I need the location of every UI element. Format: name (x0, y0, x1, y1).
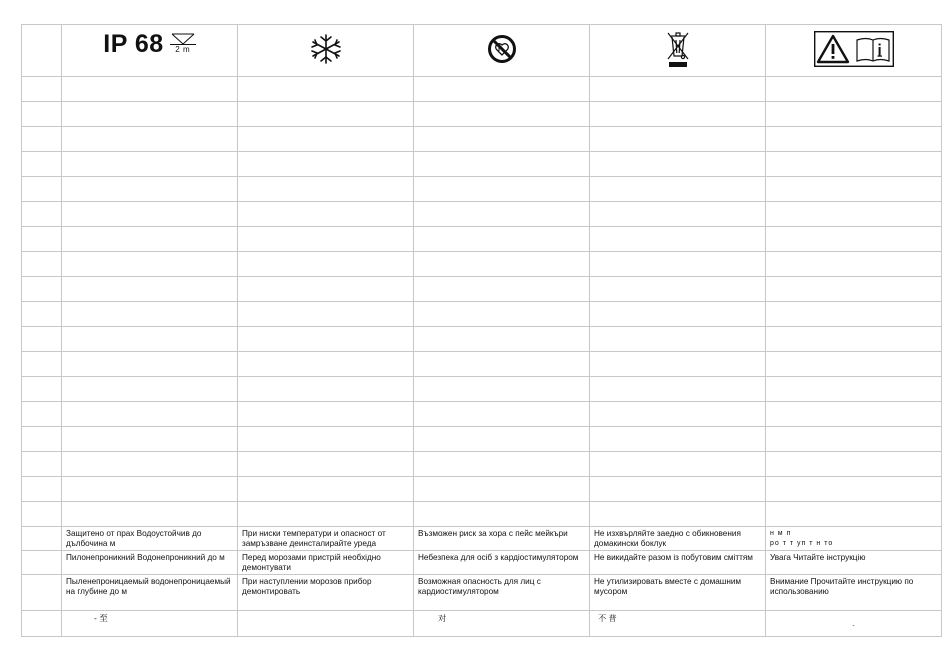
table-row (22, 502, 942, 527)
crossed-bin-icon (664, 29, 692, 72)
cell-frost-bg: При ниски температури и опасност от замръзване деинсталирайте уреда (238, 527, 414, 551)
symbol-table (21, 24, 942, 637)
cell-warning-bg-line1: н м п (770, 530, 792, 537)
table-row (22, 327, 942, 352)
table-row (22, 127, 942, 152)
ip-depth-text: 2 m (175, 45, 191, 54)
cell-dustproof-bg: Защитено от прах Водоустойчив до дълбочина м (62, 527, 238, 551)
table-row (22, 302, 942, 327)
cell-disposal-ru: Не утилизировать вместе с домашним мусором (590, 575, 766, 611)
cell-pacemaker-bg: Възможен риск за хора с пейс мейкъри (414, 527, 590, 551)
cell-disposal-zh-text: 不 普 (598, 614, 617, 623)
cell-frost-uk: Перед морозами пристрій необхідно демонтувати (238, 551, 414, 575)
table-row-ukrainian (22, 551, 942, 575)
warning-read-manual-icon (814, 31, 894, 70)
cell-warning-zh (766, 611, 942, 637)
ip-rating-text: IP 68 (103, 30, 164, 58)
cell-warning-bg (766, 527, 942, 551)
table-row (22, 452, 942, 477)
header-warning-cell (766, 25, 942, 77)
cell-dustproof-zh (62, 611, 238, 637)
table-row (22, 152, 942, 177)
cell-pacemaker-uk: Небезпека для осіб з кардіостимулятором (414, 551, 590, 575)
cell-disposal-zh (590, 611, 766, 637)
table-row (22, 377, 942, 402)
header-ip-cell (62, 25, 238, 77)
table-row (22, 277, 942, 302)
cell-warning-zh-text: - (852, 623, 855, 629)
cell-pacemaker-zh (414, 611, 590, 637)
table-row-chinese (22, 611, 942, 637)
table-row (22, 402, 942, 427)
cell-pacemaker-ru: Возможная опасность для лиц с кардиостимулятором (414, 575, 590, 611)
table-row (22, 77, 942, 102)
cell-dustproof-zh-text: - 至 (94, 613, 108, 623)
table-row (22, 227, 942, 252)
table-row (22, 477, 942, 502)
table-row (22, 102, 942, 127)
table-row (22, 252, 942, 277)
table-row (22, 202, 942, 227)
header-frost-cell (238, 25, 414, 77)
cell-warning-bg-line2: ро т т уп т н то (770, 539, 834, 547)
table-row (22, 177, 942, 202)
table-row-bulgarian (22, 527, 942, 551)
pacemaker-warning-icon (487, 34, 517, 67)
cell-warning-uk: Увага Читайте інструкцію (766, 551, 942, 575)
table-row (22, 427, 942, 452)
header-disposal-cell (590, 25, 766, 77)
cell-pacemaker-zh-text: 对 (438, 614, 447, 623)
cell-dustproof-uk: Пилонепроникний Водонепроникний до м (62, 551, 238, 575)
snowflake-icon (308, 33, 344, 68)
ip-rating (103, 32, 195, 57)
table-row (22, 352, 942, 377)
cell-dustproof-ru: Пыленепроницаемый водонепроницаемый на глубине до м (62, 575, 238, 611)
cell-frost-zh (238, 611, 414, 637)
cell-warning-ru: Внимание Прочитайте инструкцию по использованию (766, 575, 942, 611)
header-pacemaker-cell (414, 25, 590, 77)
table-row-russian (22, 575, 942, 611)
water-depth-icon (170, 33, 196, 54)
cell-disposal-uk: Не викидайте разом із побутовим сміттям (590, 551, 766, 575)
header-empty-cell (22, 25, 62, 77)
cell-disposal-bg: Не изхвърляйте заедно с обикновения домакински боклук (590, 527, 766, 551)
header-row (22, 25, 942, 77)
cell-frost-ru: При наступлении морозов прибор демонтировать (238, 575, 414, 611)
